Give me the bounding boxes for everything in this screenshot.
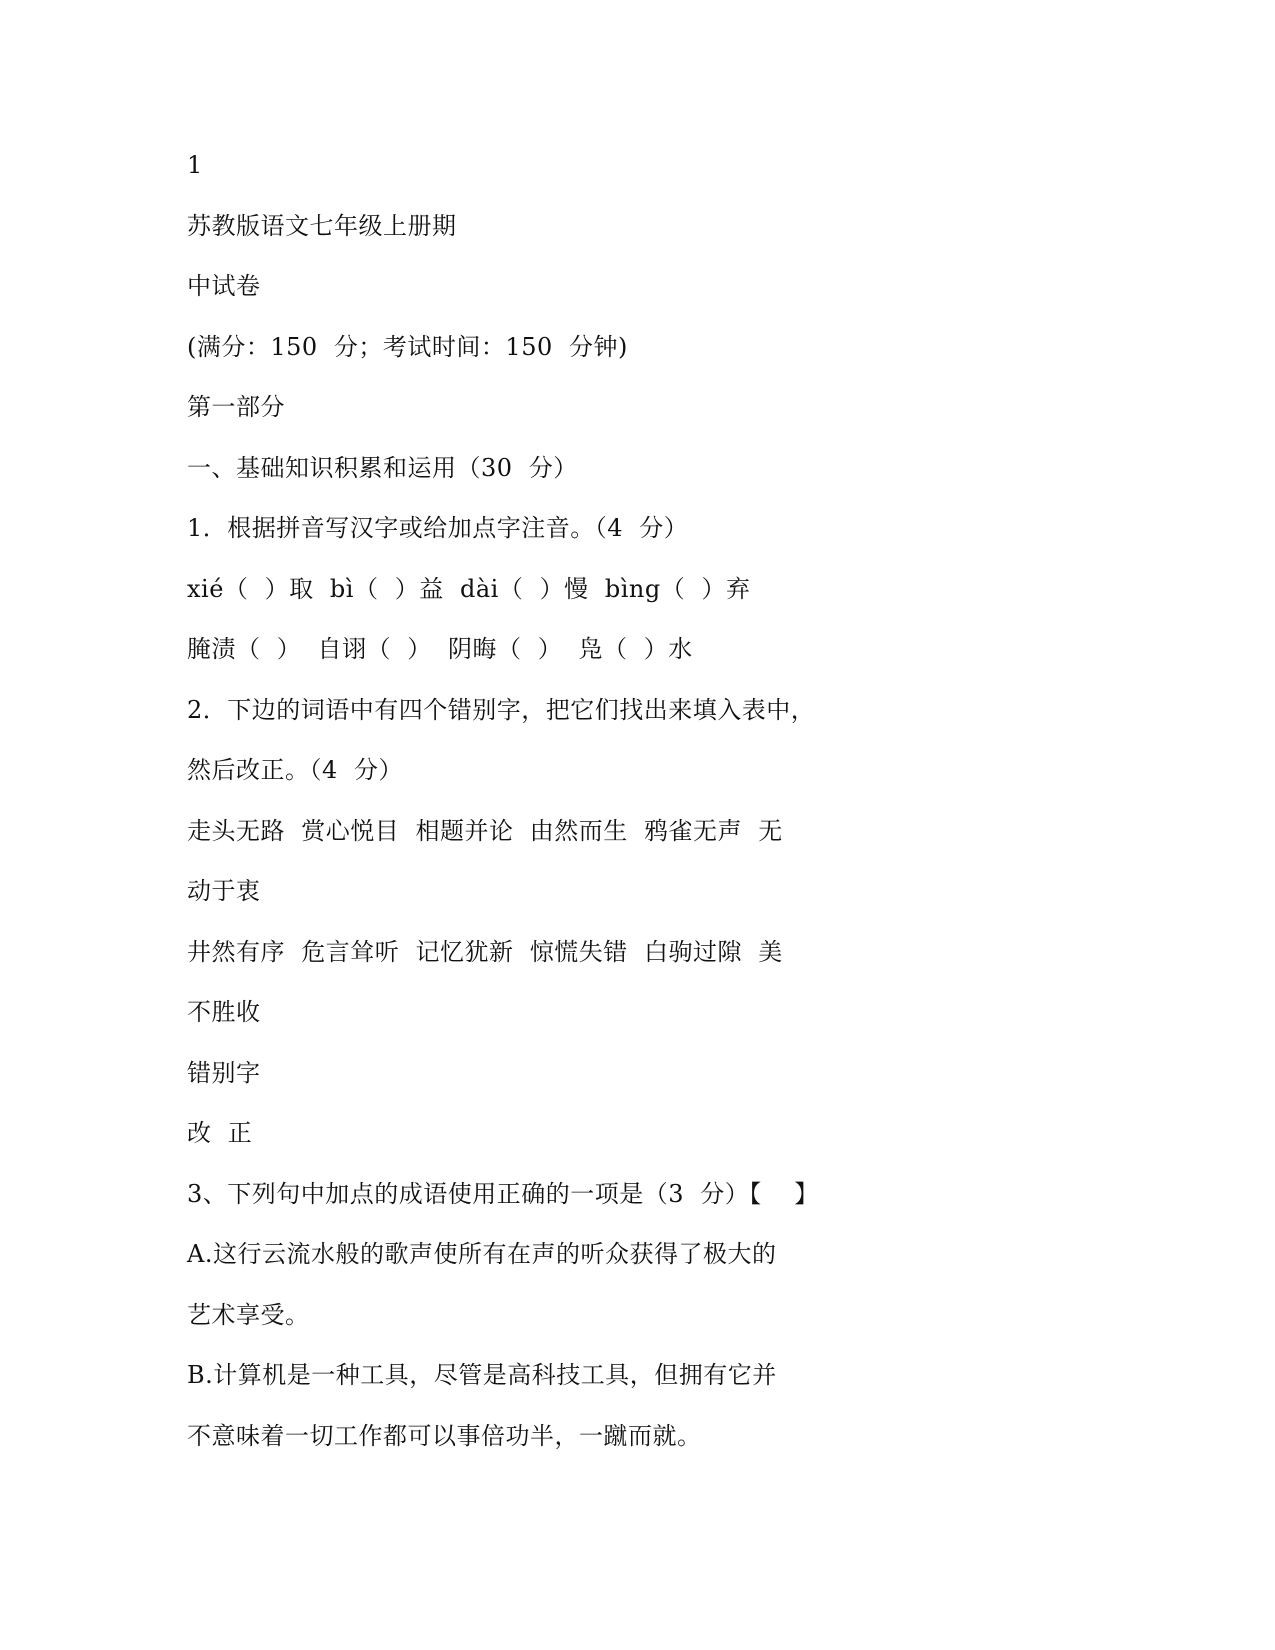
question-2: 2．下边的词语中有四个错别字，把它们找出来填入表中， bbox=[187, 695, 816, 724]
question-3-option-b-continued: 不意味着一切工作都可以事倍功半，一蹴而就。 bbox=[187, 1421, 702, 1450]
question-3-option-a-continued: 艺术享受。 bbox=[187, 1300, 310, 1329]
question-1-pinyin-row: xié（ ）取 bì（ ）益 dài（ ）慢 bìng（ ）弃 bbox=[187, 574, 751, 603]
question-2-wrong-char-label: 错别字 bbox=[187, 1058, 261, 1087]
page-number: 1 bbox=[187, 151, 203, 179]
question-2-words-row-2-continued: 不胜收 bbox=[187, 998, 261, 1026]
question-2-words-row-1-continued: 动于衷 bbox=[187, 877, 261, 905]
question-2-continued: 然后改正。（4 分） bbox=[187, 756, 404, 784]
question-2-correction-label: 改 正 bbox=[187, 1119, 253, 1147]
document-body bbox=[187, 148, 1087, 1479]
title-line-1: 苏教版语文七年级上册期 bbox=[187, 211, 457, 240]
section-heading: 一、基础知识积累和运用（30 分） bbox=[187, 453, 578, 482]
question-1: 1．根据拼音写汉字或给加点字注音。（4 分） bbox=[187, 514, 689, 542]
question-3: 3、下列句中加点的成语使用正确的一项是（3 分）【 】 bbox=[187, 1179, 819, 1208]
exam-info: (满分：150 分；考试时间：150 分钟) bbox=[187, 332, 628, 361]
question-3-option-b: B.计算机是一种工具，尽管是高科技工具，但拥有它并 bbox=[187, 1361, 777, 1389]
title-line-2: 中试卷 bbox=[187, 272, 261, 300]
question-2-words-row-2: 井然有序 危言耸听 记忆犹新 惊慌失错 白驹过隙 美 bbox=[187, 937, 783, 966]
question-1-character-row: 腌渍（ ） 自诩（ ） 阴晦（ ） 凫（ ）水 bbox=[187, 635, 693, 663]
question-2-words-row-1: 走头无路 赏心悦目 相题并论 由然而生 鸦雀无声 无 bbox=[187, 816, 783, 845]
question-3-option-a: A.这行云流水般的歌声使所有在声的听众获得了极大的 bbox=[187, 1240, 777, 1268]
part-heading: 第一部分 bbox=[187, 393, 285, 421]
